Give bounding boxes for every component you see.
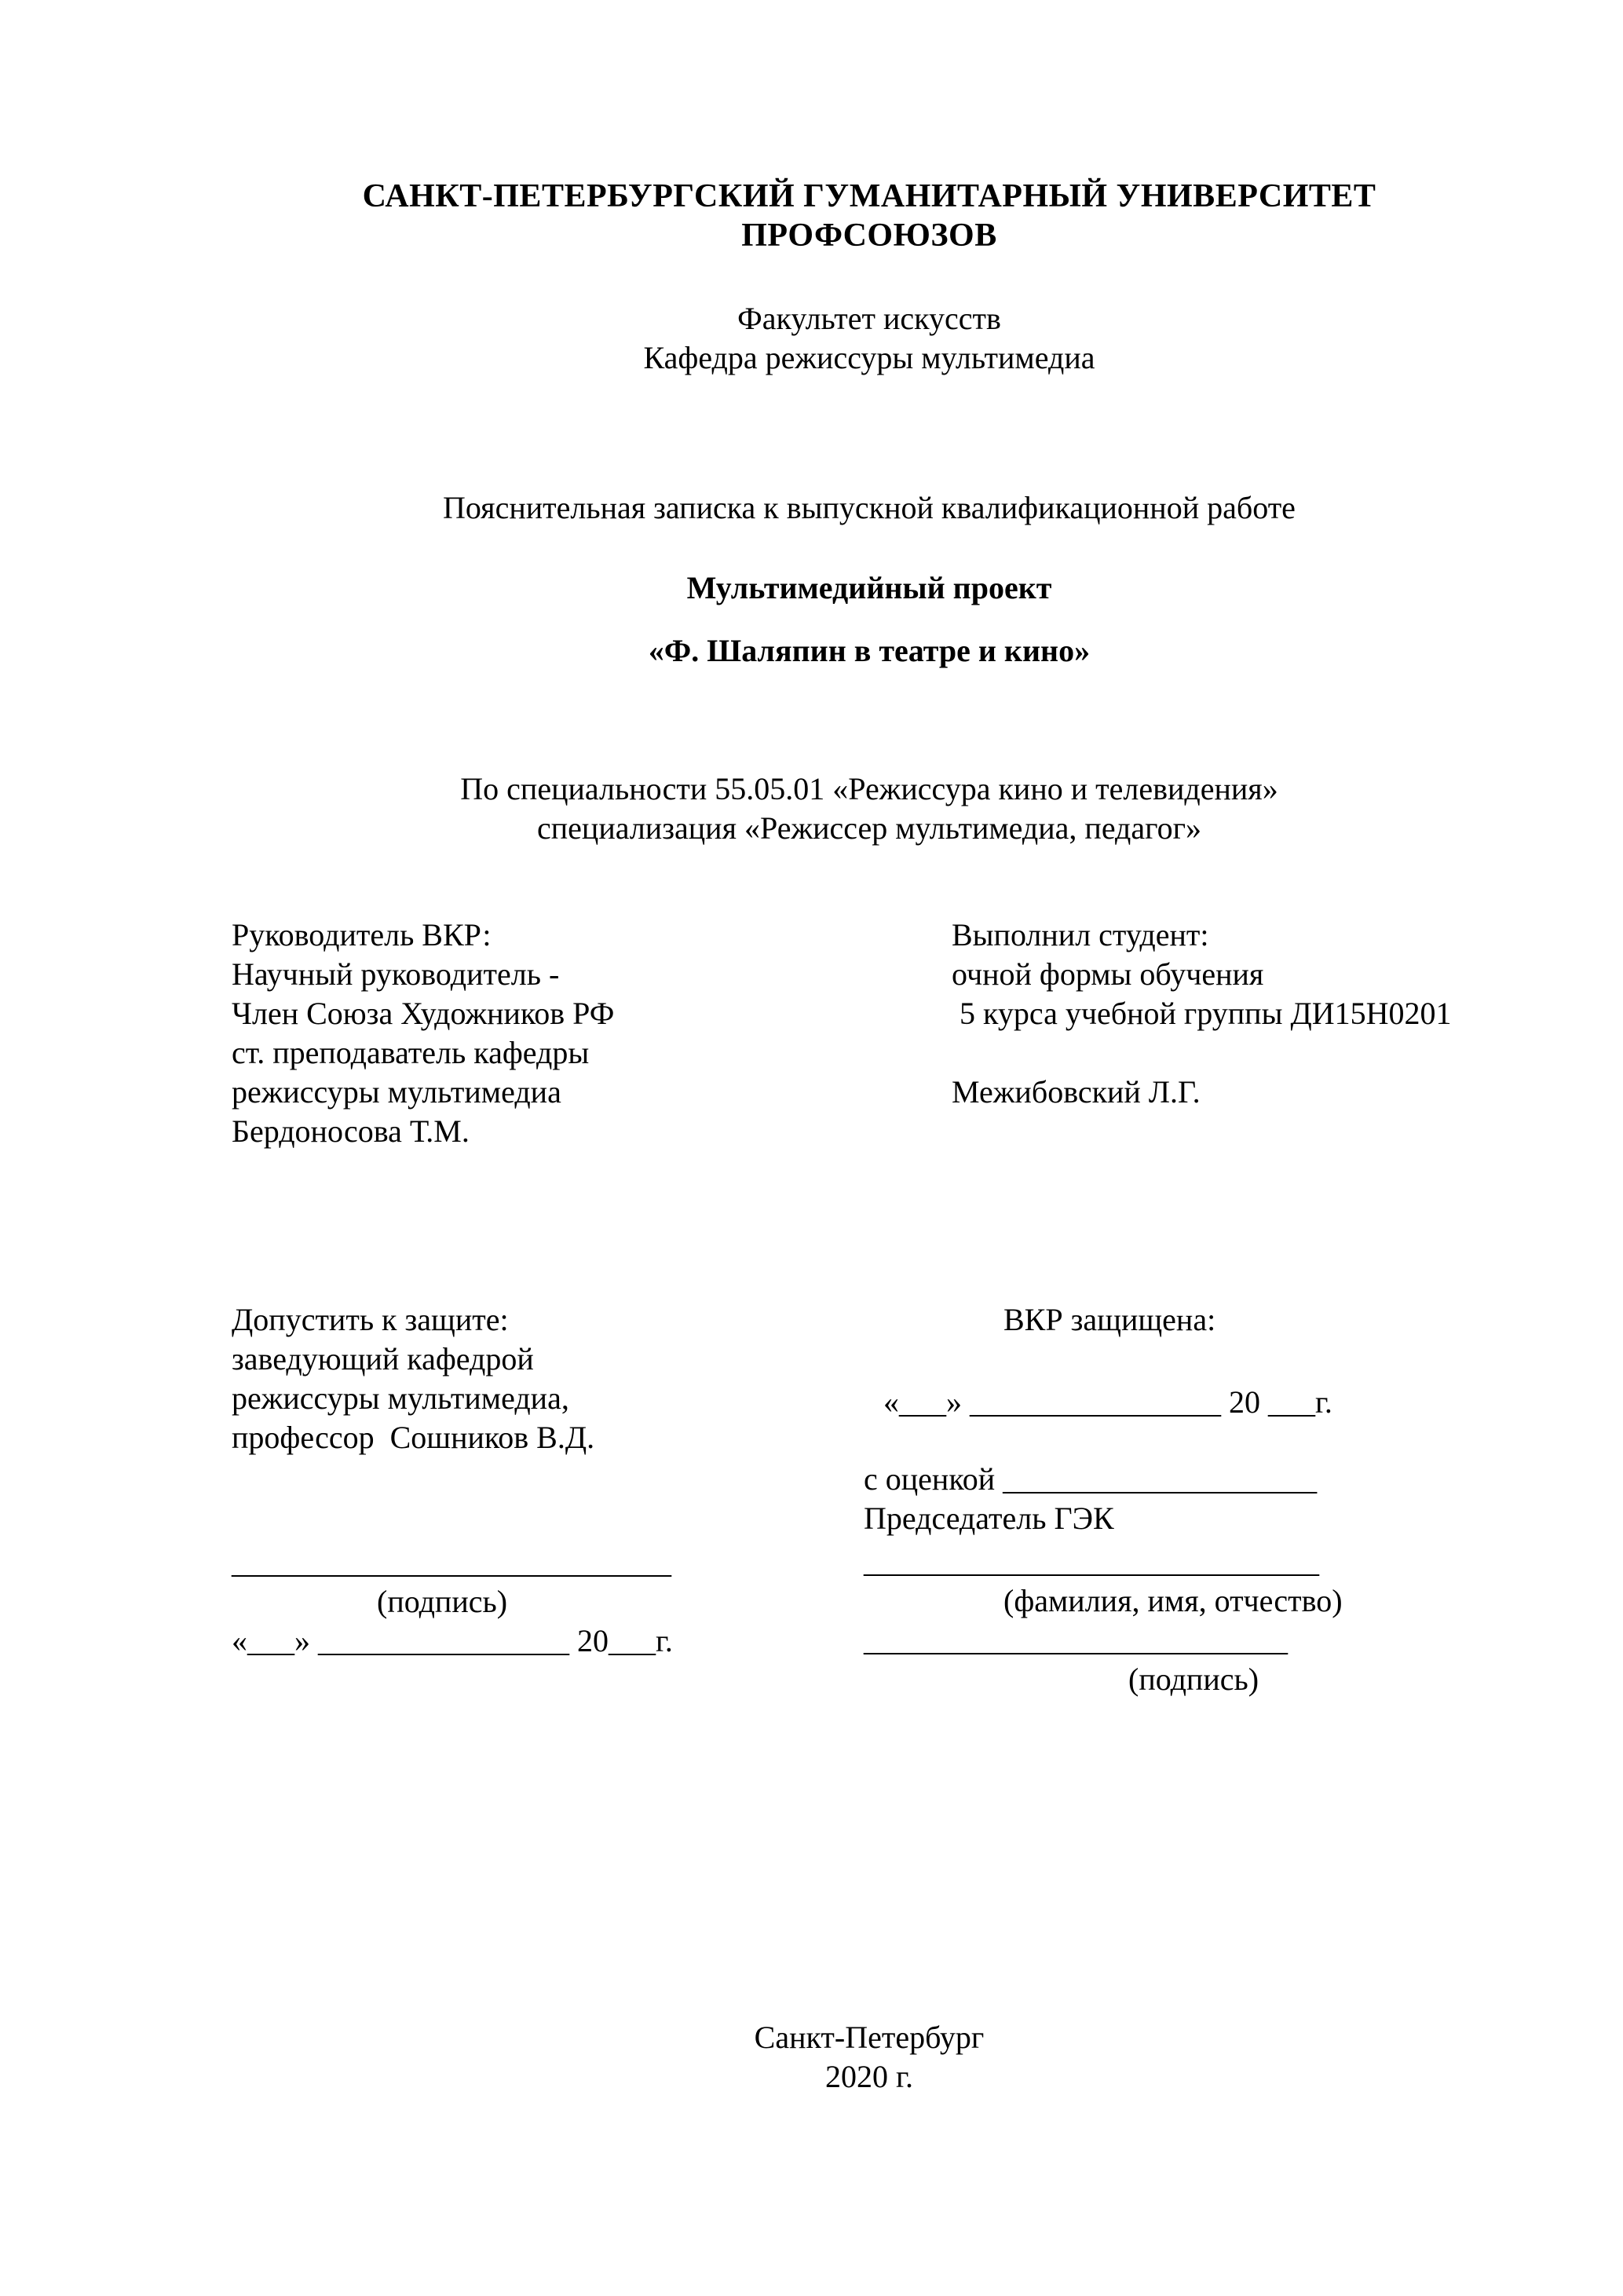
admission-signature-line: ____________________________ bbox=[232, 1545, 671, 1580]
defense-name-caption: (фамилия, имя, отчество) bbox=[1003, 1583, 1343, 1618]
admission-line-2: заведующий кафедрой bbox=[232, 1341, 534, 1377]
defense-block bbox=[864, 1300, 1507, 1699]
supervisor-role-line: Руководитель ВКР: bbox=[232, 917, 492, 952]
defense-grade-line: с оценкой ____________________ bbox=[864, 1461, 1318, 1497]
defense-title: ВКР защищена: bbox=[1003, 1302, 1216, 1337]
supervisor-line-3: Член Союза Художников РФ bbox=[232, 996, 615, 1031]
faculty-line: Факультет искусств bbox=[737, 301, 1001, 336]
student-block bbox=[952, 916, 1507, 1151]
project-title: «Ф. Шаляпин в театре и кино» bbox=[648, 633, 1091, 668]
student-line-3: 5 курса учебной группы ДИ15Н0201 bbox=[952, 996, 1452, 1031]
supervisor-line-4: ст. преподаватель кафедры bbox=[232, 1035, 590, 1070]
admission-block bbox=[232, 1300, 864, 1699]
admission-signature-caption: (подпись) bbox=[377, 1584, 508, 1619]
student-blank-line bbox=[952, 1033, 1507, 1073]
admission-line-1: Допустить к защите: bbox=[232, 1302, 509, 1337]
student-name: Межибовский Л.Г. bbox=[952, 1074, 1201, 1110]
defense-chairman-line: Председатель ГЭК bbox=[864, 1501, 1114, 1536]
specialty-line-2: специализация «Режиссер мультимедиа, педагог» bbox=[537, 810, 1201, 846]
admission-line-4: профессор Сошников В.Д. bbox=[232, 1420, 595, 1455]
supervisor-line-5: режиссуры мультимедиа bbox=[232, 1074, 561, 1110]
university-name: САНКТ-ПЕТЕРБУРГСКИЙ ГУМАНИТАРНЫЙ УНИВЕРСИТЕТ ПРОФСОЮЗОВ bbox=[362, 178, 1376, 254]
admission-date-line: «___» ________________ 20___г. bbox=[232, 1623, 673, 1658]
footer-year: 2020 г. bbox=[825, 2059, 913, 2094]
footer-city: Санкт-Петербург bbox=[754, 2020, 985, 2055]
supervisor-student-section bbox=[232, 916, 1507, 1151]
supervisor-name: Бердоносова Т.М. bbox=[232, 1113, 470, 1149]
supervisor-block bbox=[232, 916, 952, 1151]
specialty-line-1: По специальности 55.05.01 «Режиссура кино и телевидения» bbox=[460, 771, 1278, 806]
department-line: Кафедра режиссуры мультимедиа bbox=[643, 340, 1095, 375]
defense-signature-line: ___________________________ bbox=[864, 1622, 1288, 1658]
defense-signature-caption: (подпись) bbox=[1128, 1662, 1259, 1697]
student-line-2: очной формы обучения bbox=[952, 956, 1264, 992]
supervisor-line-2: Научный руководитель - bbox=[232, 956, 560, 992]
explanatory-note-line: Пояснительная записка к выпускной квалификационной работе bbox=[443, 490, 1296, 525]
footer-block bbox=[232, 2018, 1507, 2097]
defense-name-line: _____________________________ bbox=[864, 1544, 1319, 1579]
admission-line-3: режиссуры мультимедиа, bbox=[232, 1380, 569, 1416]
defense-date-line: «___» ________________ 20 ___г. bbox=[883, 1384, 1332, 1420]
project-type: Мультимедийный проект bbox=[686, 570, 1052, 605]
student-role-line: Выполнил студент: bbox=[952, 917, 1209, 952]
admission-defense-section bbox=[232, 1300, 1507, 1699]
